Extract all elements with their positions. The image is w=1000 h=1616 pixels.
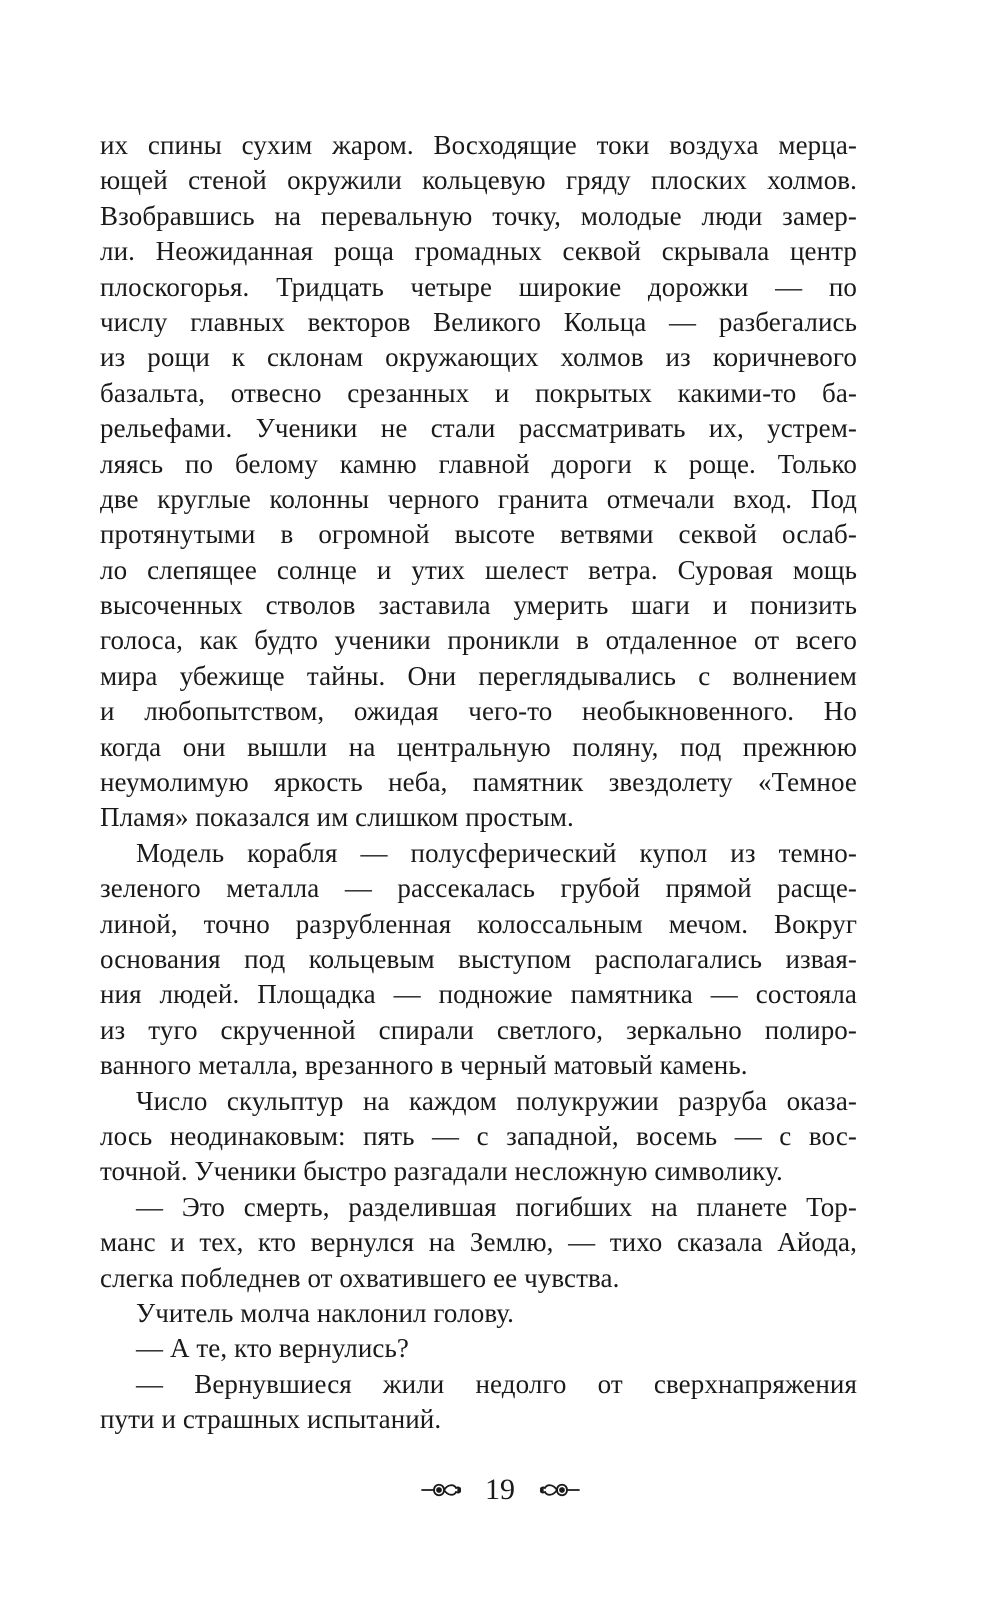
text-line: — Это смерть, разделившая погибших на планете Тор- xyxy=(136,1191,857,1222)
text-line: из рощи к склонам окружающих холмов из коричневого xyxy=(100,342,857,373)
text-line: плоскогорья. Тридцать четыре широкие дорожки — по xyxy=(100,271,857,302)
text-line: Взобравшись на перевальную точку, молодые люди замер- xyxy=(100,200,857,231)
text-line: их спины сухим жаром. Восходящие токи воздуха мерца- xyxy=(100,130,857,160)
text-line: и любопытством, ожидая чего-то необыкновенного. Но xyxy=(100,696,857,727)
fleuron-icon xyxy=(420,1478,464,1502)
text-line: — А те, кто вернулись? xyxy=(136,1333,409,1364)
text-line: основания под кольцевым выступом располагались извая- xyxy=(100,943,857,974)
text-line: протянутыми в огромной высоте ветвями секвой ослаб- xyxy=(100,519,857,550)
text-line: рельефами. Ученики не стали рассматривать их, устрем- xyxy=(100,413,857,444)
text-line: высоченных стволов заставила умерить шаги и понизить xyxy=(100,590,857,621)
text-line: неумолимую яркость неба, памятник звездолету «Темное xyxy=(100,767,857,798)
text-line: две круглые колонны черного гранита отмечали вход. Под xyxy=(100,483,857,514)
text-line: голоса, как будто ученики проникли в отдаленное от всего xyxy=(100,625,857,656)
text-line: точной. Ученики быстро разгадали несложную символику. xyxy=(100,1156,783,1187)
text-line: базальта, отвесно срезанных и покрытых какими-то ба- xyxy=(100,377,857,408)
text-line: ли. Неожиданная роща громадных секвой скрывала центр xyxy=(100,236,857,267)
text-line: Пламя» показался им слишком простым. xyxy=(100,802,574,833)
text-line: ванного металла, врезанного в черный матовый камень. xyxy=(100,1050,748,1081)
text-line: зеленого металла — рассекалась грубой прямой расще- xyxy=(100,873,857,904)
text-line: ющей стеной окружили кольцевую гряду плоских холмов. xyxy=(100,165,857,196)
body-text xyxy=(100,128,857,1437)
text-line: Учитель молча наклонил голову. xyxy=(136,1297,515,1328)
text-line: мира убежище тайны. Они переглядывались с волнением xyxy=(100,660,857,691)
page-footer xyxy=(0,1470,1000,1508)
text-line: Число скульптур на каждом полукружии разруба оказа- xyxy=(136,1085,857,1116)
text-line: — Вернувшиеся жили недолго от сверхнапряжения xyxy=(136,1368,857,1399)
text-line: когда они вышли на центральную поляну, под прежнюю xyxy=(100,731,857,762)
text-line: числу главных векторов Великого Кольца — разбегались xyxy=(100,306,857,337)
page-number: 19 xyxy=(485,1473,515,1507)
text-line: слегка побледнев от охватившего ее чувства. xyxy=(100,1262,620,1293)
text-line: ляясь по белому камню главной дороги к роще. Только xyxy=(100,448,857,479)
text-line: Модель корабля — полусферический купол из темно- xyxy=(136,837,857,868)
fleuron-icon xyxy=(537,1478,581,1502)
text-line: пути и страшных испытаний. xyxy=(100,1404,442,1435)
text-line: лось неодинаковым: пять — с западной, восемь — с вос- xyxy=(100,1120,857,1151)
text-line: линой, точно разрубленная колоссальным мечом. Вокруг xyxy=(100,908,857,939)
text-line: ния людей. Площадка — подножие памятника — состояла xyxy=(100,979,857,1010)
text-line: ло слепящее солнце и утих шелест ветра. Суровая мощь xyxy=(100,554,857,585)
text-line: из туго скрученной спирали светлого, зеркально полиро- xyxy=(100,1014,857,1045)
text-line: манс и тех, кто вернулся на Землю, — тихо сказала Айода, xyxy=(100,1227,857,1258)
